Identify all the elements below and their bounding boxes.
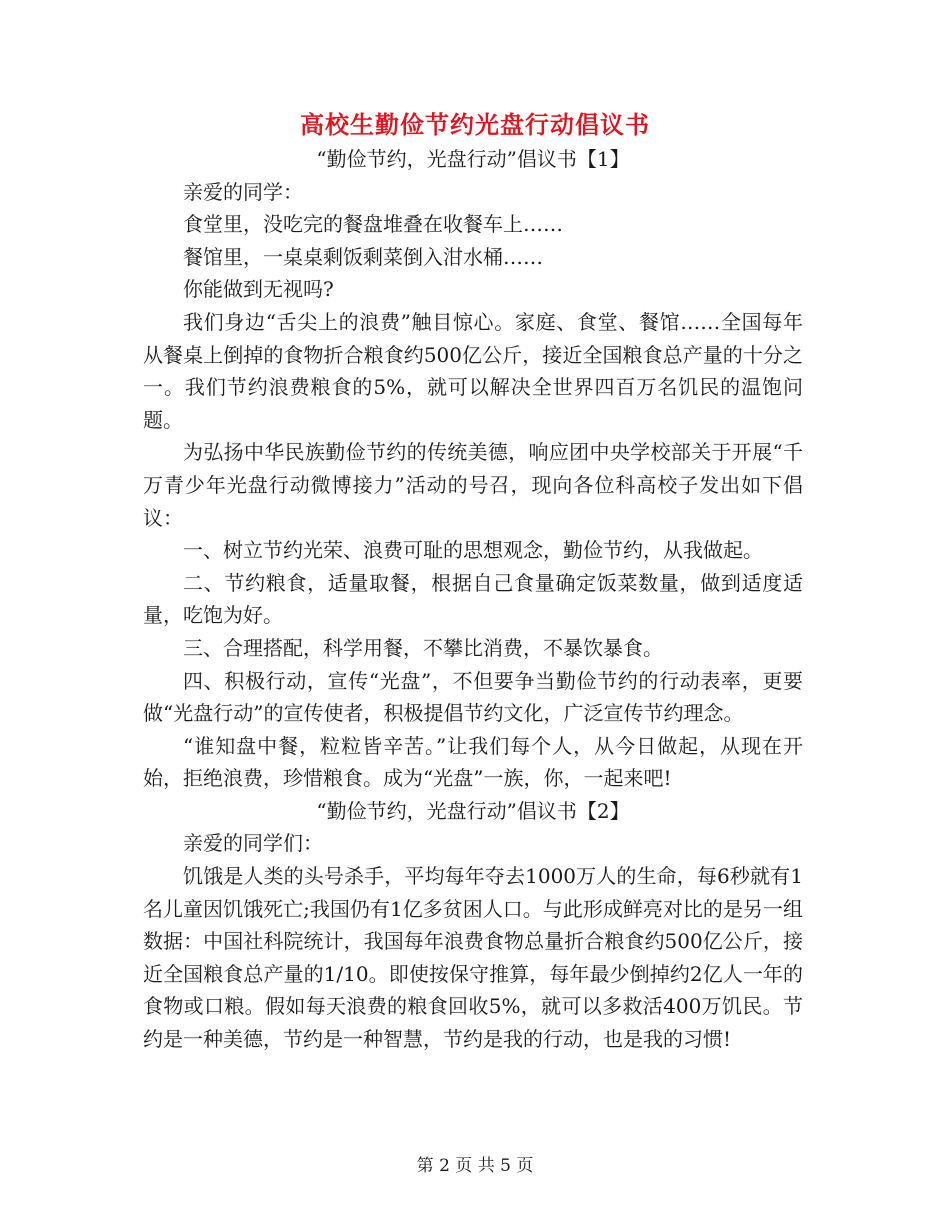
section1-heading: “勤俭节约，光盘行动”倡议书【1】 xyxy=(316,147,630,171)
proposal-item-1: 一、树立节约光荣、浪费可耻的思想观念，勤俭节约，从我做起。 xyxy=(183,538,763,563)
section1-greeting: 亲爱的同学： xyxy=(183,179,303,204)
section1-paragraph: 餐馆里，一桌桌剩饭剩菜倒入泔水桶…… xyxy=(183,244,543,269)
document-body xyxy=(143,143,803,1056)
section2-heading: “勤俭节约，光盘行动”倡议书【2】 xyxy=(316,798,630,823)
proposal-item-2: 二、节约粮食，适量取餐，根据自己食量确定饭菜数量，做到适度适量，吃饱为好。 xyxy=(143,570,803,628)
page-number-footer: 第 2 页 共 5 页 xyxy=(416,1156,534,1176)
proposal-item-4: 四、积极行动，宣传“光盘”，不但要争当勤俭节约的行动表率，更要做“光盘行动”的宣传使者，积极提倡节约文化，广泛宣传节约理念。 xyxy=(143,668,803,726)
section1-paragraph: 我们身边“舌尖上的浪费”触目惊心。家庭、食堂、餐馆……全国每年从餐桌上倒掉的食物折合粮食约500亿公斤，接近全国粮食总产量的十分之一。我们节约浪费粮食的5%，就可以解决全世界四百万名饥民的温饱问题。 xyxy=(143,309,803,432)
section2-paragraph: 饥饿是人类的头号杀手，平均每年夺去1000万人的生命，每6秒就有1名儿童因饥饿死亡;我国仍有1亿多贫困人口。与此形成鲜亮对比的是另一组数据：中国社科院统计，我国每年浪费食物总量折合粮食约500亿公斤，接近全国粮食总产量的1/10。即使按保守推算，每年最少倒掉约2亿人一年的食物或口粮。假如每天浪费的粮食回收5%，就可以多救活400万饥民。节约是一种美德，节约是一种智慧，节约是我的行动，也是我的习惯! xyxy=(143,864,803,1052)
section1-closing: “谁知盘中餐，粒粒皆辛苦。”让我们每个人，从今日做起，从现在开始，拒绝浪费，珍惜粮食。成为“光盘”一族，你，一起来吧! xyxy=(143,733,803,791)
document-title: 高校生勤俭节约光盘行动倡议书 xyxy=(300,110,650,139)
section2-greeting: 亲爱的同学们： xyxy=(183,831,323,856)
section1-paragraph: 你能做到无视吗? xyxy=(183,277,334,302)
section1-paragraph: 为弘扬中华民族勤俭节约的传统美德，响应团中央学校部关于开展“千万青少年光盘行动微博接力”活动的号召，现向各位科高校子发出如下倡议： xyxy=(143,440,803,530)
proposal-item-3: 三、合理搭配，科学用餐，不攀比消费，不暴饮暴食。 xyxy=(183,635,663,660)
section1-paragraph: 食堂里，没吃完的餐盘堆叠在收餐车上…… xyxy=(183,212,563,237)
